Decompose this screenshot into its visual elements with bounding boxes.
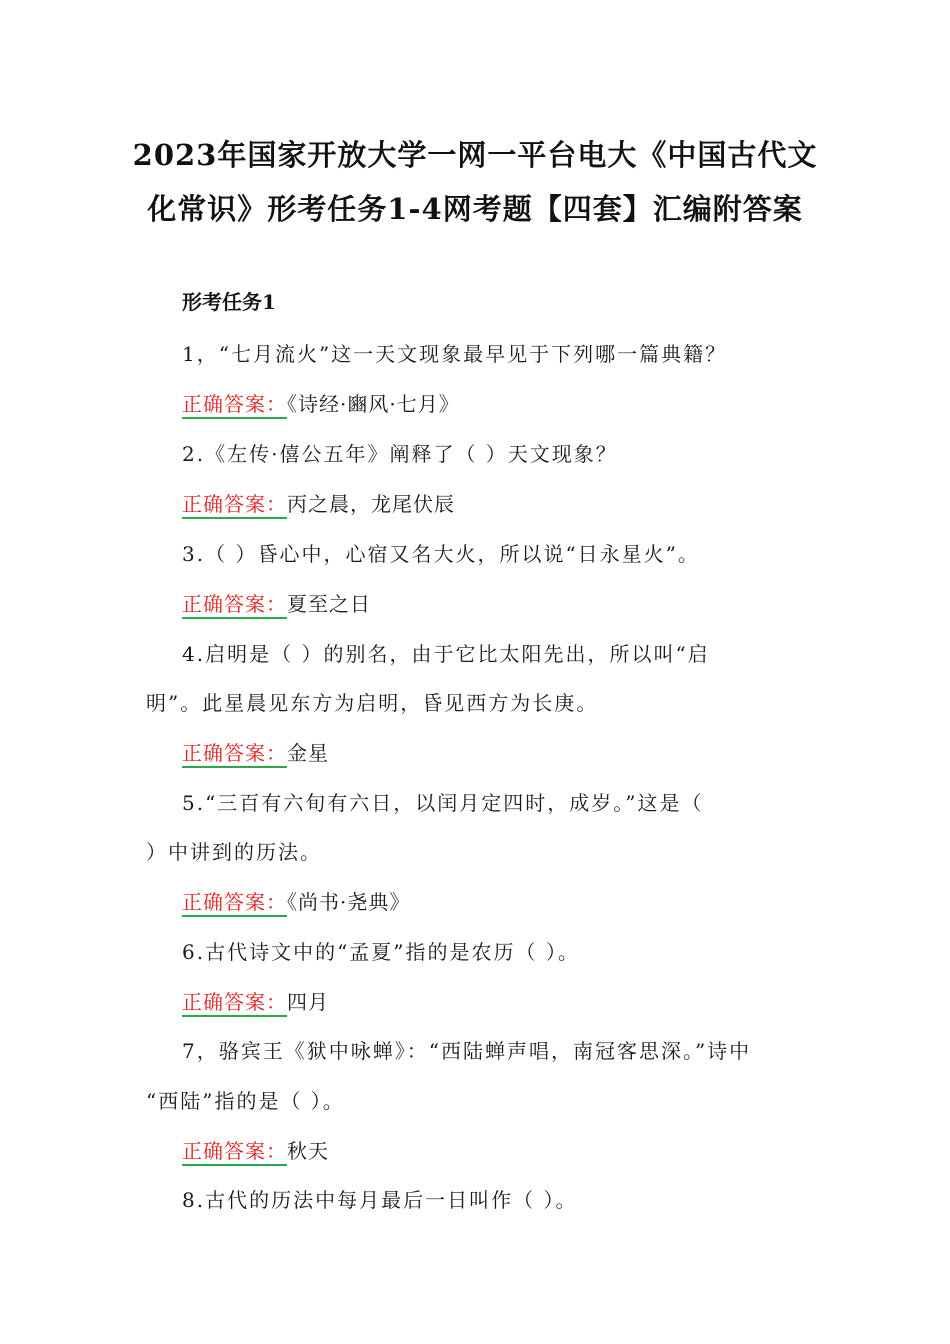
answer-3: [182, 588, 371, 617]
answer-5: [182, 886, 410, 915]
answer-label: 正确答案：: [182, 1139, 287, 1166]
question-4-continued: 明”。此星晨见东方为启明，昏见西方为长庚。: [146, 691, 599, 715]
question-3: 3.（ ）昏心中，心宿又名大火，所以说“日永星火”。: [182, 542, 700, 566]
title-line-1: 2023年国家开放大学一网一平台电大《中国古代文: [132, 138, 818, 172]
answer-label: 正确答案：: [182, 392, 287, 419]
answer-text: 《尚书·尧典》: [287, 890, 411, 914]
question-2: 2.《左传·僖公五年》阐释了（ ）天文现象？: [182, 442, 618, 466]
answer-text: 四月: [287, 990, 329, 1014]
answer-6: [182, 986, 329, 1015]
answer-label: 正确答案：: [182, 492, 287, 519]
title-line-2: 化常识》形考任务1-4网考题【四套】汇编附答案: [147, 192, 803, 226]
question-5-continued: ）中讲到的历法。: [146, 840, 322, 864]
answer-7: [182, 1135, 329, 1164]
question-5: 5.“三百有六旬有六日，以闰月定四时，成岁。”这是（: [182, 791, 704, 815]
section-title: 形考任务1: [182, 290, 276, 314]
answer-text: 丙之晨，龙尾伏辰: [287, 492, 455, 516]
document-title: [130, 128, 820, 236]
question-1: 1，“七月流火”这一天文现象最早见于下列哪一篇典籍？: [182, 342, 728, 366]
answer-text: 夏至之日: [287, 592, 371, 616]
answer-label: 正确答案：: [182, 741, 287, 768]
answer-label: 正确答案：: [182, 890, 287, 917]
question-7-continued: “西陆”指的是（ ）。: [146, 1089, 345, 1113]
answer-2: [182, 488, 455, 517]
answer-text: 金星: [287, 741, 329, 765]
answer-text: 《诗经·豳风·七月》: [287, 392, 460, 416]
question-6: 6.古代诗文中的“孟夏”指的是农历（ ）。: [182, 940, 580, 964]
answer-label: 正确答案：: [182, 592, 287, 619]
question-7: 7，骆宾王《狱中咏蝉》：“西陆蝉声唱，南冠客思深。”诗中: [182, 1039, 752, 1063]
answer-label: 正确答案：: [182, 990, 287, 1017]
question-8: 8.古代的历法中每月最后一日叫作（ ）。: [182, 1188, 578, 1212]
question-4: 4.启明是（ ）的别名，由于它比太阳先出，所以叫“启: [182, 642, 710, 666]
answer-text: 秋天: [287, 1139, 329, 1163]
answer-4: [182, 737, 329, 766]
answer-1: [182, 388, 460, 417]
